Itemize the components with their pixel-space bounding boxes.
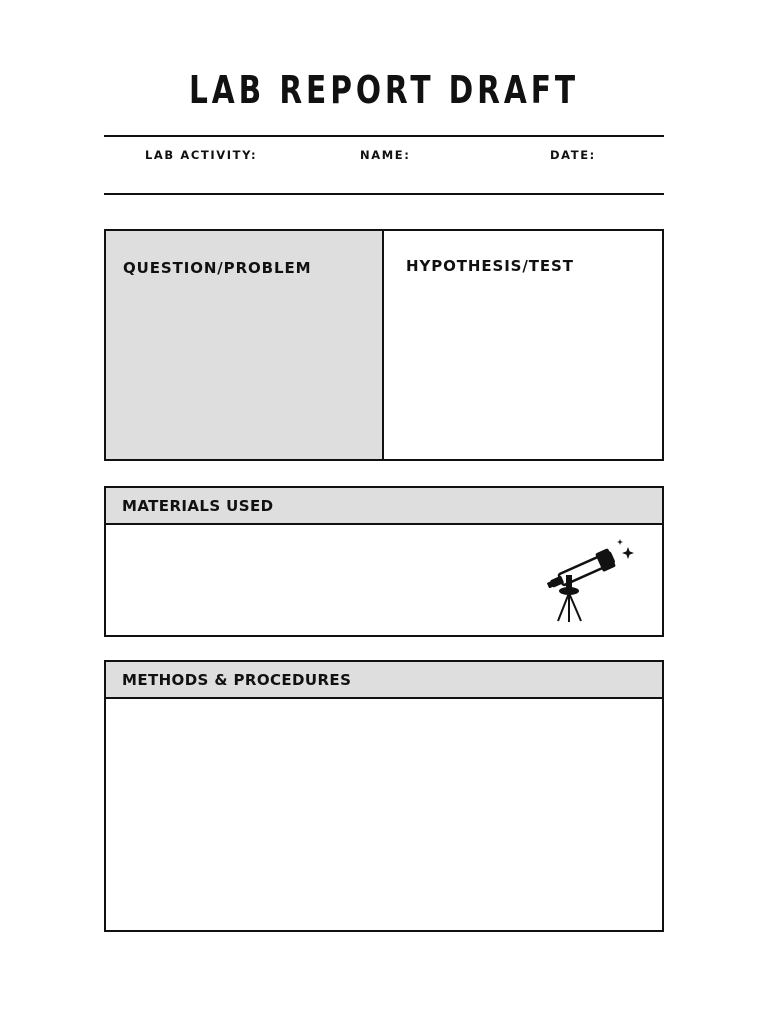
question-hypothesis-box <box>104 229 664 461</box>
methods-header <box>106 662 662 699</box>
page-title: LAB REPORT DRAFT <box>189 68 579 112</box>
question-problem-label: QUESTION/PROBLEM <box>123 259 312 277</box>
materials-body <box>106 525 662 635</box>
methods-label: METHODS & PROCEDURES <box>122 671 352 689</box>
methods-body <box>106 699 662 930</box>
hypothesis-test-label: HYPOTHESIS/TEST <box>406 257 574 275</box>
materials-header <box>106 488 662 525</box>
telescope-icon <box>544 537 636 627</box>
question-problem-panel <box>106 231 384 459</box>
materials-section <box>104 486 664 637</box>
materials-label: MATERIALS USED <box>122 497 274 515</box>
hypothesis-test-panel <box>384 231 662 459</box>
name-label: NAME: <box>360 148 411 162</box>
header-top-rule <box>104 135 664 137</box>
date-label: DATE: <box>550 148 596 162</box>
lab-activity-label: LAB ACTIVITY: <box>145 148 258 162</box>
methods-section <box>104 660 664 932</box>
header-bottom-rule <box>104 193 664 195</box>
